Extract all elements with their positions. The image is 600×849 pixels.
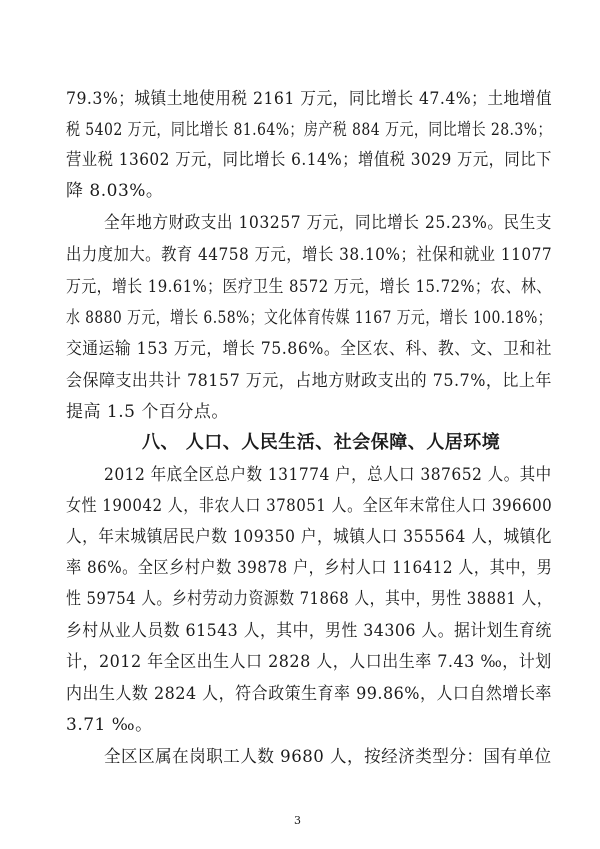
section-heading: 八、 人口、人民生活、社会保障、人居环境 [142,432,501,453]
text-line-20: 内出生人数 2824 人，符合政策生育率 99.86%，人口自然增长率 [66,684,552,704]
text-line-4: 降 8.03%。 [66,181,164,201]
text-line-21: 3.71 ‰。 [66,715,153,735]
text-line-3: 营业税 13602 万元，同比增长 6.14%；增值税 3029 万元，同比下 [66,150,552,170]
text-line-15: 人，年末城镇居民户数 109350 户，城镇人口 355564 人，城镇化 [66,527,552,547]
text-line-18: 乡村从业人员数 61543 人，其中，男性 34306 人。据计划生育统 [66,621,552,641]
text-line-9: 交通运输 153 万元，增长 75.86%。全区农、科、教、文、卫和社 [66,339,552,359]
text-line-14: 女性 190042 人，非农人口 378051 人。全区年末常住人口 396600 [66,496,553,516]
text-line-17: 性 59754 人。乡村劳动力资源数 71868 人，其中，男性 38881 人， [66,589,553,609]
text-line-6: 出力度加大。教育 44758 万元，增长 38.10%；社保和就业 11077 [66,245,553,265]
text-line-10: 会保障支出共计 78157 万元，占地方财政支出的 75.7%，比上年 [66,371,552,391]
text-line-8: 水 8880 万元，增长 6.58%；文化体育传媒 1167 万元，增长 100.18%； [66,308,553,328]
text-line-16: 率 86%。全区乡村户数 39878 户，乡村人口 116412 人，其中，男 [66,558,553,578]
text-line-19: 计，2012 年全区出生人口 2828 人，人口出生率 7.43 ‰，计划 [66,652,552,672]
text-line-2: 税 5402 万元，同比增长 81.64%；房产税 884 万元，同比增长 28.3%； [66,120,552,140]
text-line-22: 全区区属在岗职工人数 9680 人，按经济类型分：国有单位 [104,747,552,767]
text-line-7: 万元，增长 19.61%；医疗卫生 8572 万元，增长 15.72%；农、林、 [66,277,552,297]
text-line-5: 全年地方财政支出 103257 万元，同比增长 25.23%。民生支 [104,213,552,233]
text-line-1: 79.3%；城镇土地使用税 2161 万元，同比增长 47.4%；土地增值 [66,89,553,109]
text-line-11: 提高 1.5 个百分点。 [66,402,229,422]
page-number: 3 [294,814,301,827]
text-line-13: 2012 年底全区总户数 131774 户，总人口 387652 人。其中 [104,465,552,485]
